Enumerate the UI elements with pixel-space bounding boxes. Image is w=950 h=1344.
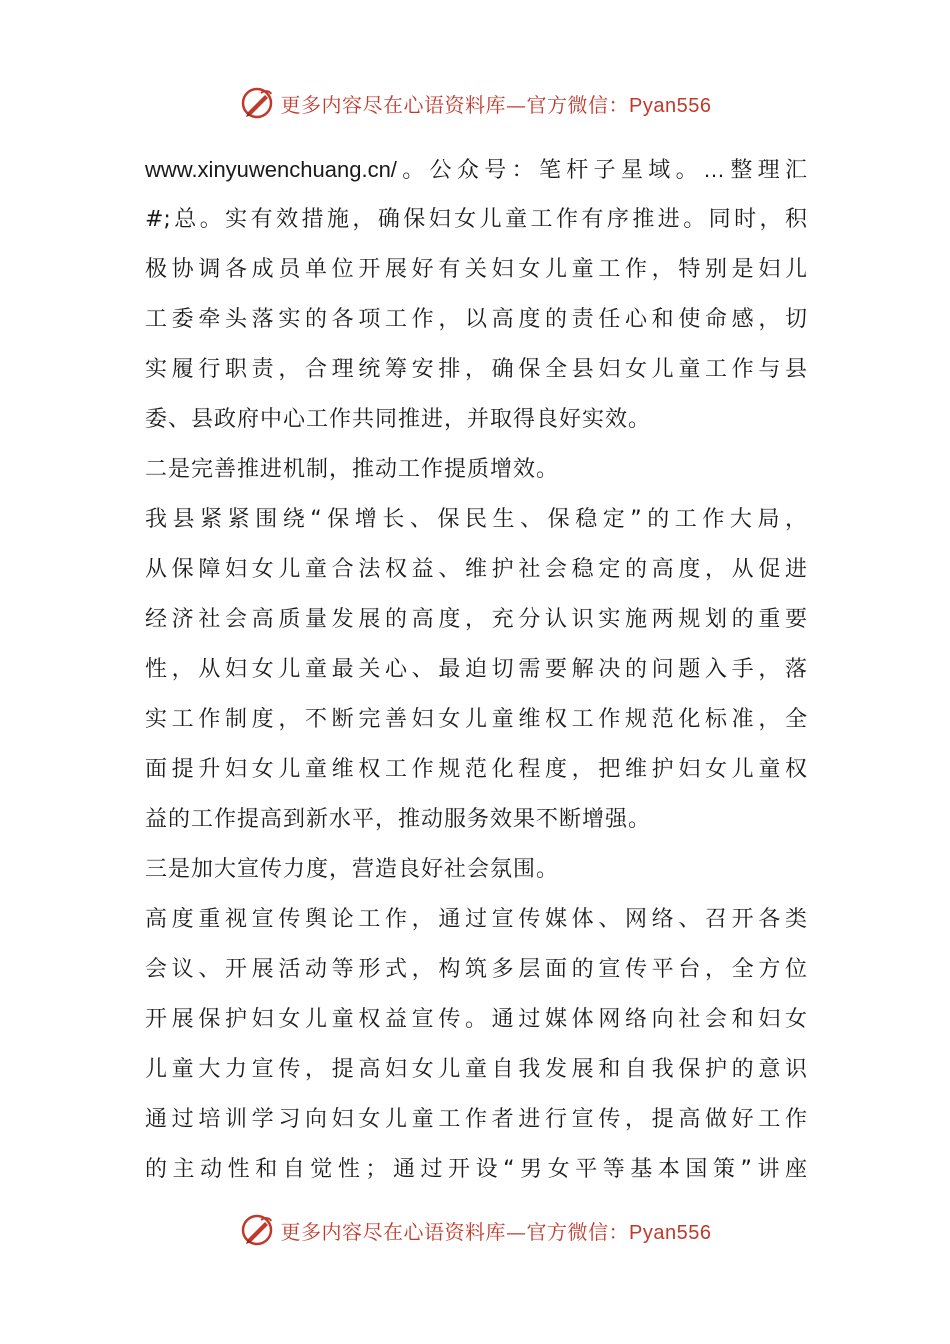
text-line: 实工作制度，不断完善妇女儿童维权工作规范化标准，全	[145, 707, 807, 732]
text-line: 委、县政府中心工作共同推进，并取得良好实效。	[145, 407, 652, 432]
text-line: 通过培训学习向妇女儿童工作者进行宣传，提高做好工作	[145, 1107, 807, 1132]
text-line: 性，从妇女儿童最关心、最迫切需要解决的问题入手，落	[145, 657, 807, 682]
text-line: 儿童大力宣传，提高妇女儿童自我发展和自我保护的意识	[145, 1057, 807, 1082]
text-line: #;总。实有效措施，确保妇女儿童工作有序推进。同时，积	[145, 207, 807, 232]
text-line: 经济社会高质量发展的高度，充分认识实施两规划的重要	[145, 607, 807, 632]
text-line: 三是加大宣传力度，营造良好社会氛围。	[145, 857, 560, 882]
footer-slogan	[281, 1216, 712, 1245]
text-line: 的主动性和自觉性；通过开设“男女平等基本国策”讲座	[145, 1157, 807, 1182]
text-line: 极协调各成员单位开展好有关妇女儿童工作，特别是妇儿	[145, 257, 807, 282]
footer-wechat-handle: Pyan556	[629, 1221, 712, 1244]
text-line: www.xinyuwenchuang.cn/。公众号：笔杆子星域。…整理汇	[145, 157, 807, 182]
text-line: 会议、开展活动等形式，构筑多层面的宣传平台，全方位	[145, 957, 807, 982]
text-line: 工委牵头落实的各项工作，以高度的责任心和使命感，切	[145, 307, 807, 332]
header-banner	[0, 83, 950, 123]
header-wechat-handle: Pyan556	[629, 94, 712, 117]
footer-banner	[0, 1210, 950, 1250]
text-line: 实履行职责，合理统筹安排，确保全县妇女儿童工作与县	[145, 357, 807, 382]
footer-slogan-text: 更多内容尽在心语资料库—官方微信：	[280, 1219, 630, 1244]
header-slogan	[281, 89, 712, 118]
document-body	[145, 145, 807, 1195]
pen-logo-icon	[239, 85, 275, 121]
text-line: 二是完善推进机制，推动工作提质增效。	[145, 457, 560, 482]
text-line: 从保障妇女儿童合法权益、维护社会稳定的高度，从促进	[145, 557, 807, 582]
text-line: 益的工作提高到新水平，推动服务效果不断增强。	[145, 807, 652, 832]
pen-logo-icon	[239, 1212, 275, 1248]
text-line: 高度重视宣传舆论工作，通过宣传媒体、网络、召开各类	[145, 907, 807, 932]
text-line: 开展保护妇女儿童权益宣传。通过媒体网络向社会和妇女	[145, 1007, 807, 1032]
text-line: 面提升妇女儿童维权工作规范化程度，把维护妇女儿童权	[145, 757, 807, 782]
text-line: 我县紧紧围绕“保增长、保民生、保稳定”的工作大局，	[145, 507, 807, 532]
header-slogan-text: 更多内容尽在心语资料库—官方微信：	[280, 92, 630, 117]
